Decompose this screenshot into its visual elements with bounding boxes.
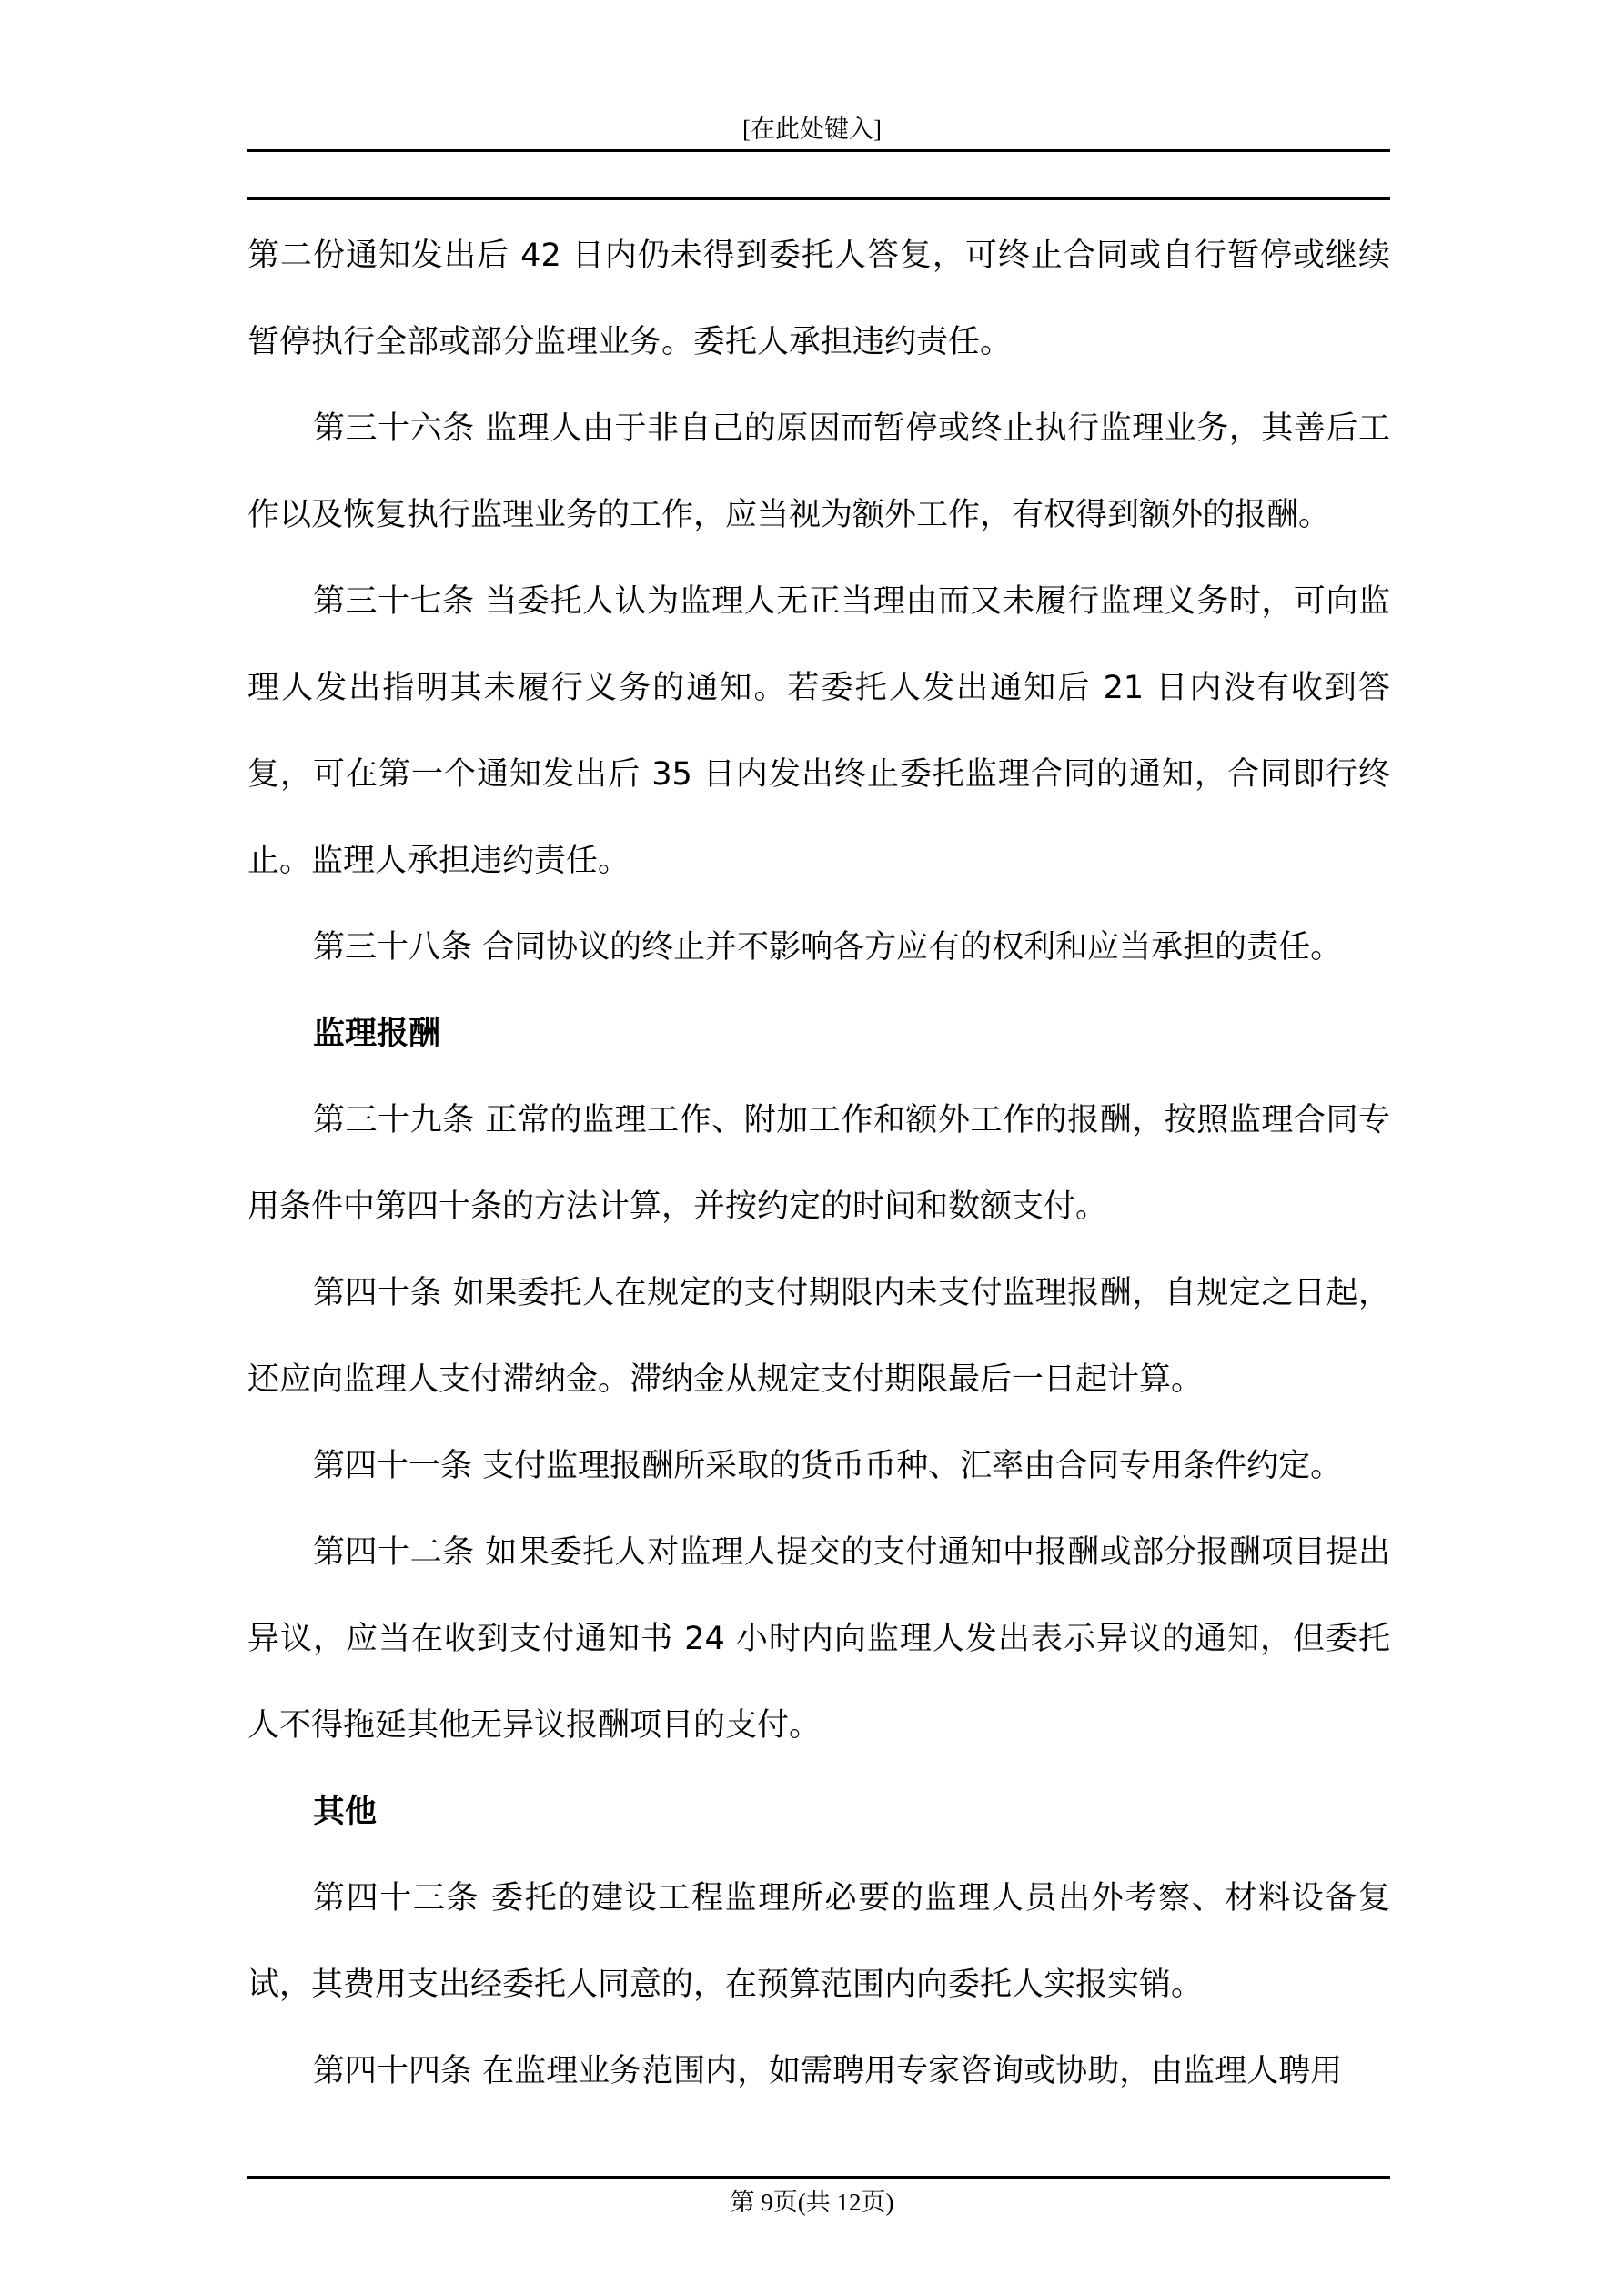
article-40: 第四十条 如果委托人在规定的支付期限内未支付监理报酬，自规定之日起，还应向监理人支付滞纳金。滞纳金从规定支付期限最后一日起计算。 [247, 1275, 1390, 1398]
section-heading-other: 其他 [313, 1794, 378, 1830]
document-body [247, 213, 1390, 2115]
article-42: 第四十二条 如果委托人对监理人提交的支付通知中报酬或部分报酬项目提出异议，应当在收到支付通知书 24 小时内向监理人发出表示异议的通知，但委托人不得拖延其他无异议报酬项目的支付。 [247, 1534, 1390, 1744]
section-heading-remuneration: 监理报酬 [313, 1016, 441, 1052]
page-number: 第 9页(共 12页) [730, 2189, 894, 2216]
article-36: 第三十六条 监理人由于非自己的原因而暂停或终止执行监理业务，其善后工作以及恢复执行监理业务的工作，应当视为额外工作，有权得到额外的报酬。 [247, 410, 1390, 533]
article-41: 第四十一条 支付监理报酬所采取的货币币种、汇率由合同专用条件约定。 [313, 1448, 1343, 1484]
article-39: 第三十九条 正常的监理工作、附加工作和额外工作的报酬，按照监理合同专用条件中第四十条的方法计算，并按约定的时间和数额支付。 [247, 1102, 1390, 1225]
article-44: 第四十四条 在监理业务范围内，如需聘用专家咨询或协助，由监理人聘用 [313, 2053, 1343, 2089]
content-top-rule [247, 197, 1390, 200]
header-rule [247, 149, 1390, 152]
paragraph: 第二份通知发出后 42 日内仍未得到委托人答复，可终止合同或自行暂停或继续暂停执行全部或部分监理业务。委托人承担违约责任。 [247, 238, 1390, 360]
footer-rule [247, 2176, 1390, 2179]
article-38: 第三十八条 合同协议的终止并不影响各方应有的权利和应当承担的责任。 [313, 929, 1343, 966]
article-43: 第四十三条 委托的建设工程监理所必要的监理人员出外考察、材料设备复试，其费用支出经委托人同意的，在预算范围内向委托人实报实销。 [247, 1880, 1390, 2003]
article-37: 第三十七条 当委托人认为监理人无正当理由而又未履行监理义务时，可向监理人发出指明其未履行义务的通知。若委托人发出通知后 21 日内没有收到答复，可在第一个通知发出后 35 日内发出终止委托监理合同的通知，合同即行终止。监理人承担违约责任。 [247, 583, 1390, 879]
page-header-placeholder: [在此处键入] [742, 116, 882, 143]
